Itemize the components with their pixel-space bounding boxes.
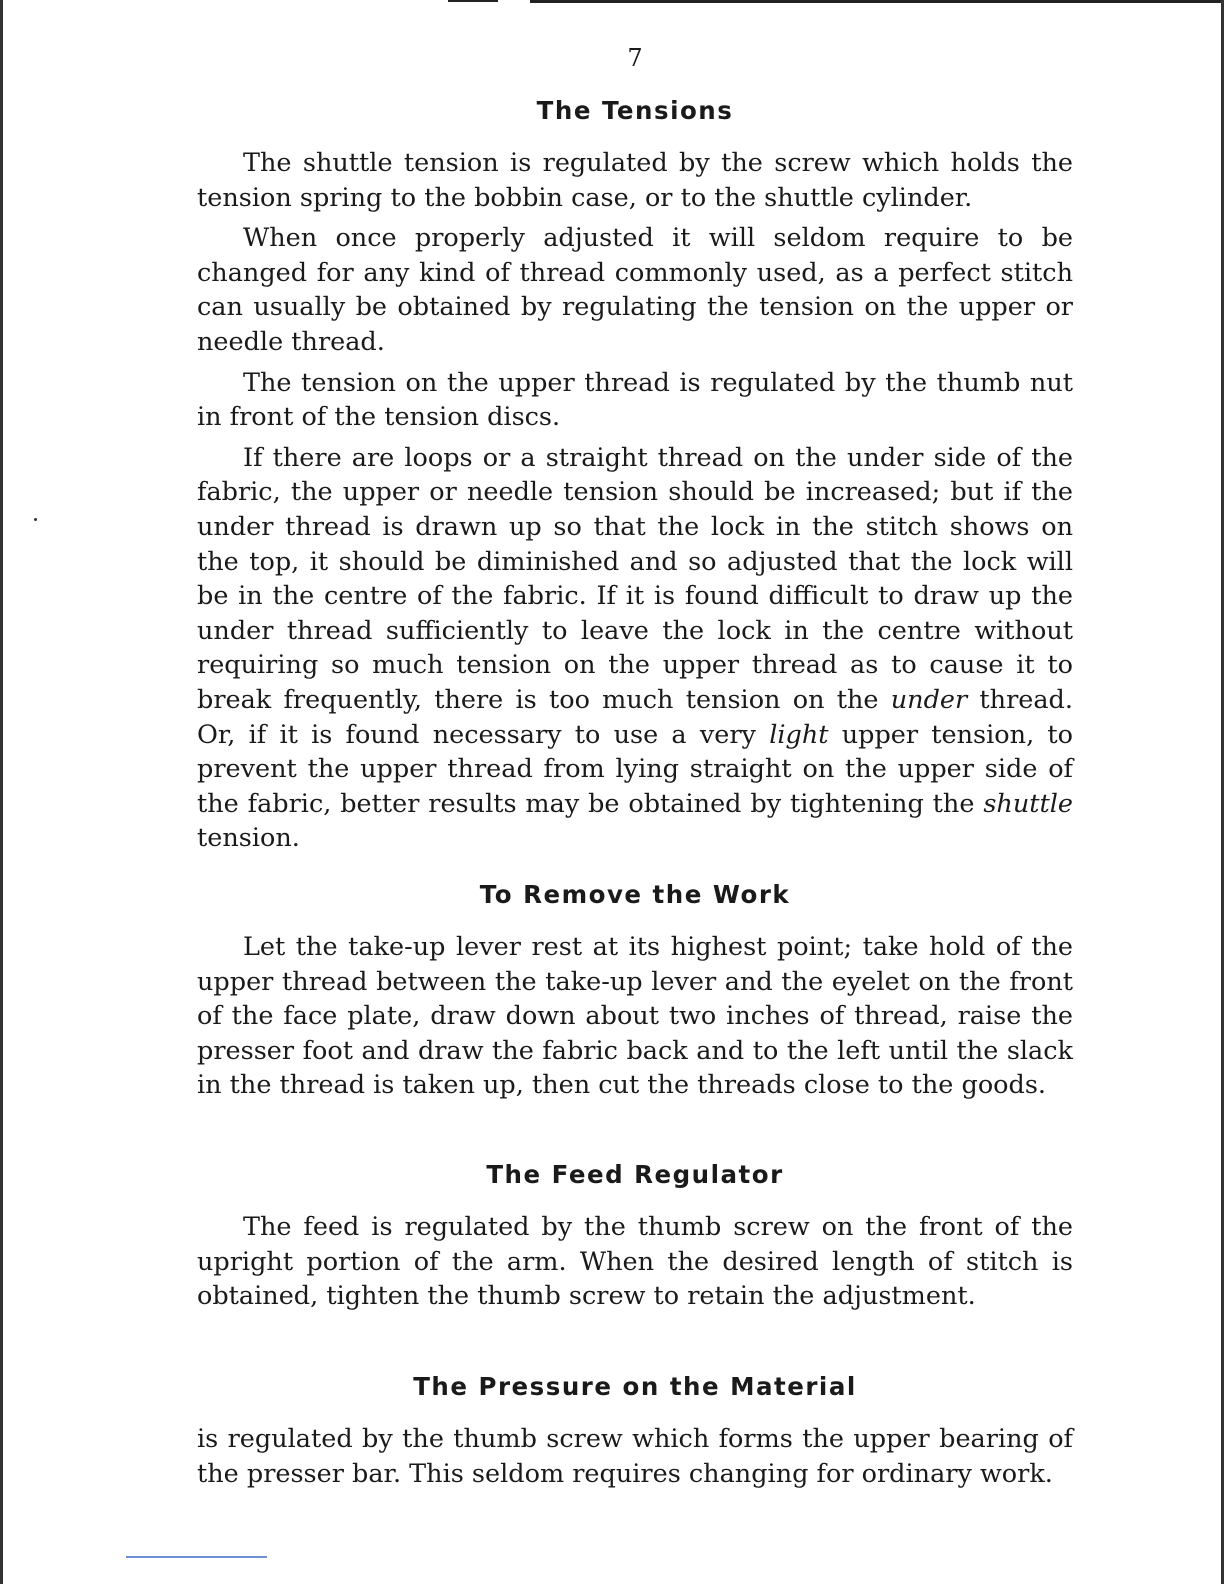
page-number: 7 [627, 44, 643, 72]
heading-pressure: The Pressure on the Material [413, 1372, 857, 1401]
section-tensions-body [197, 146, 1073, 862]
section-feed-regulator-body [197, 1210, 1073, 1320]
section-pressure-body [197, 1422, 1073, 1497]
paragraph-loops-text-3: upper tension, to prevent the upper thread from lying straight on the upper side of the fabric, better results may be obtained by tightening the [197, 719, 1074, 819]
emphasis-light: light [769, 719, 829, 750]
heading-feed-regulator: The Feed Regulator [486, 1160, 784, 1189]
paragraph-feed-regulator: The feed is regulated by the thumb screw on the front of the upright portion of the arm. When the desired length of stitch is obtained, tighten the thumb screw to retain the adjustment. [197, 1212, 1073, 1312]
top-rule-right [530, 0, 1224, 3]
heading-remove-work: To Remove the Work [479, 880, 791, 909]
paragraph-loops-text-1: If there are loops or a straight thread on the under side of the fabric, the upper or needle tension should be increased; but if the under thread is drawn up so that the lock in the stitch shows on the top, it should be diminished and so adjusted that the lock will be in the centre of the fabric. If it is found difficult to draw up the under thread sufficiently to leave the lock in the centre without requiring so much tension on the upper thread as to cause it to break frequently, there is too much tension on the [197, 442, 1073, 715]
heading-tensions: The Tensions [536, 96, 734, 125]
paragraph-shuttle-tension: The shuttle tension is regulated by the screw which holds the tension spring to the bobbin case, or to the shuttle cylinder. [197, 148, 1073, 213]
paragraph-adjustment: When once properly adjusted it will seldom require to be changed for any kind of thread commonly used, as a perfect stitch can usually be obtained by regulating the tension on the upper or needle thread. [197, 223, 1073, 357]
scan-speck [34, 518, 37, 521]
paragraph-loops [197, 441, 1073, 856]
paragraph-remove-work: Let the take-up lever rest at its highest point; take hold of the upper thread between the take-up lever and the eyelet on the front of the face plate, draw down about two inches of thread, raise the presser foot and draw the fabric back and to the left until the slack in the thread is taken up, then cut the threads close to the goods. [197, 932, 1073, 1101]
paragraph-pressure: is regulated by the thumb screw which forms the upper bearing of the presser bar. This seldom requires changing for ordinary work. [197, 1424, 1073, 1489]
emphasis-shuttle: shuttle [983, 788, 1073, 819]
top-rule-left [448, 0, 498, 2]
section-remove-work-body [197, 930, 1073, 1109]
paragraph-loops-text-2: thread. Or, if it is found necessary to use a very [197, 684, 1073, 750]
paragraph-upper-thread: The tension on the upper thread is regulated by the thumb nut in front of the tension discs. [197, 367, 1073, 433]
bottom-rule [126, 1556, 267, 1558]
emphasis-under: under [890, 684, 968, 715]
paragraph-loops-text-4: tension. [197, 823, 300, 854]
page-edge-left [0, 0, 3, 1584]
